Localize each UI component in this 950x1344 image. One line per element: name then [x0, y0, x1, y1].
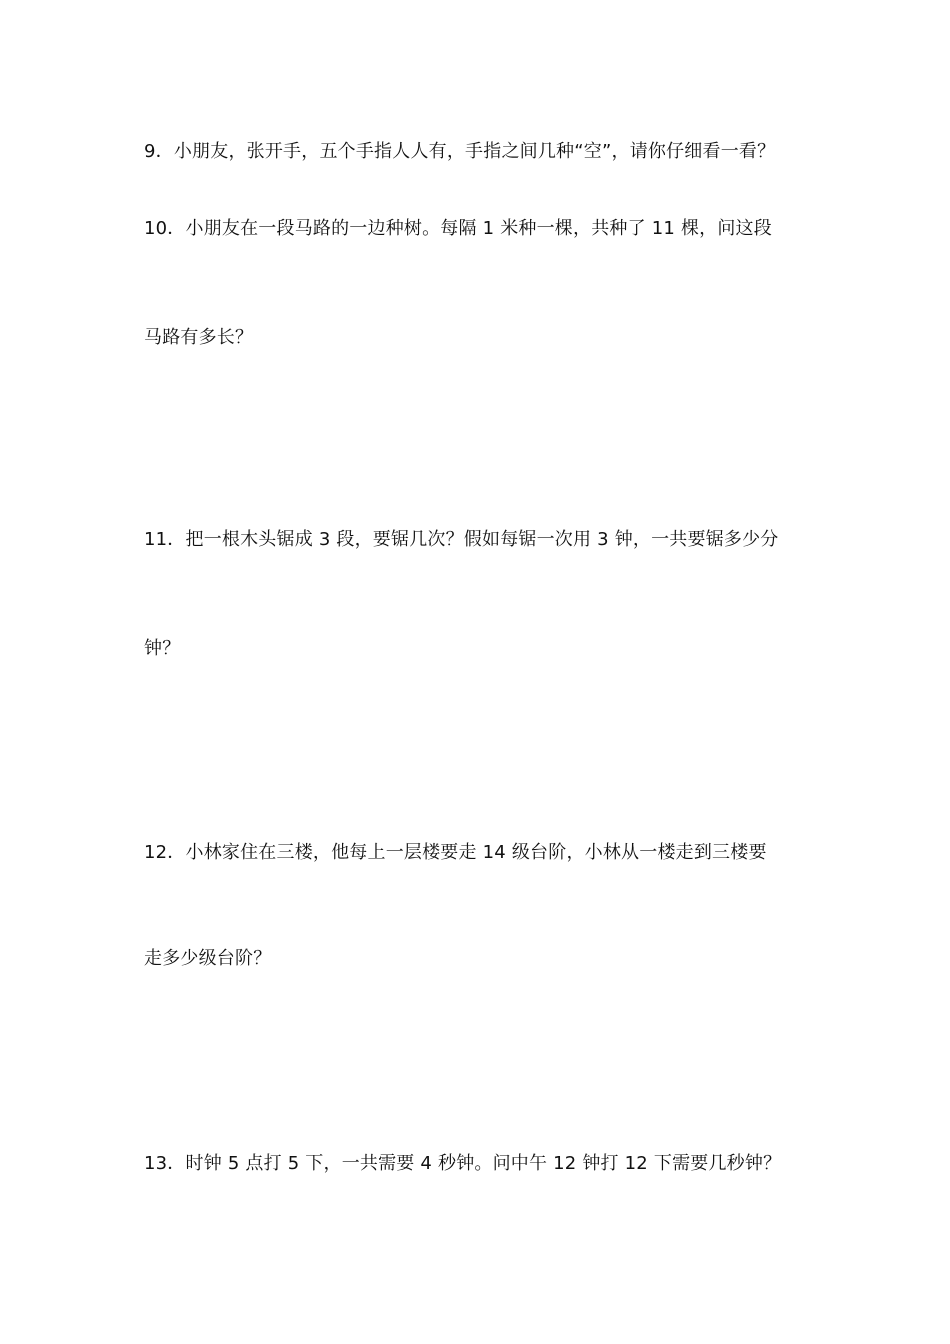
question-11-line-1: 11．把一根木头锯成 3 段，要锯几次？假如每锯一次用 3 钟，一共要锯多少分	[144, 529, 779, 550]
question-11-line-2: 钟？	[144, 638, 181, 659]
question-9-line-1: 9．小朋友，张开手，五个手指人人有，手指之间几种“空”，请你仔细看一看？	[144, 141, 776, 162]
question-12-line-1: 12．小林家住在三楼，他每上一层楼要走 14 级台阶，小林从一楼走到三楼要	[144, 842, 767, 863]
question-10-line-2: 马路有多长？	[144, 327, 254, 348]
question-10-line-1: 10．小朋友在一段马路的一边种树。每隔 1 米种一棵，共种了 11 棵，问这段	[144, 218, 772, 239]
question-12-line-2: 走多少级台阶？	[144, 948, 272, 969]
question-13-line-1: 13．时钟 5 点打 5 下，一共需要 4 秒钟。问中午 12 钟打 12 下需要几秒钟？	[144, 1153, 782, 1174]
